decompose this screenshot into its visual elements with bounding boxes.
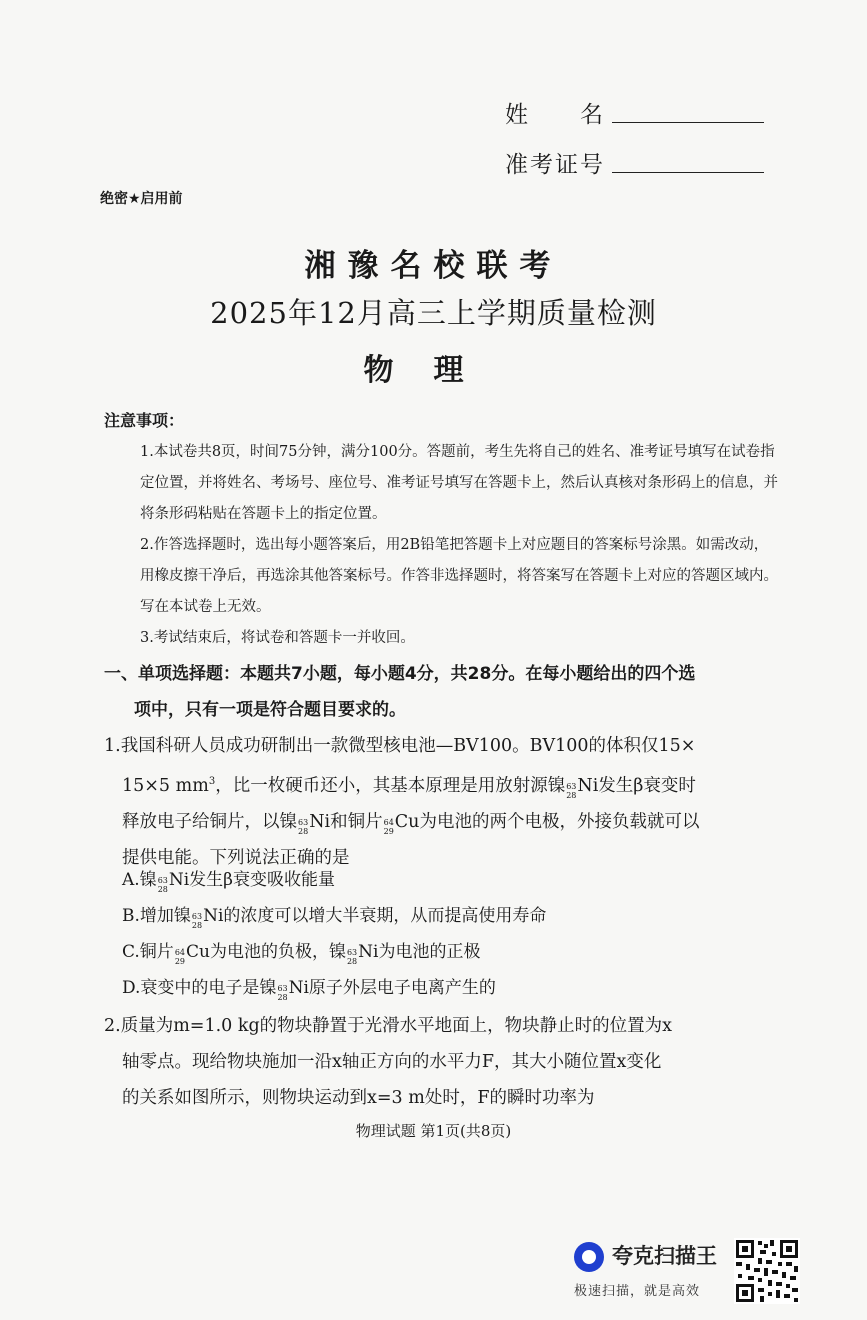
question-1 xyxy=(104,728,784,876)
q1-line2-text: ，比一枚硬币还小，其基本原理是用放射源镍 xyxy=(215,775,566,796)
ni-mass-number: 63 xyxy=(277,984,288,993)
exam-title: 湘豫名校联考 xyxy=(304,248,563,284)
q2-line2: 轴零点。现给物块施加一沿x轴正方向的水平力F，其大小随位置x变化 xyxy=(122,1052,662,1072)
page-footer: 物理试题 第1页(共8页) xyxy=(355,1122,512,1140)
name-underline xyxy=(612,122,764,123)
option-text: B.增加镍 xyxy=(122,906,191,926)
ni-mass-number: 63 xyxy=(191,912,203,921)
q1-line2 xyxy=(104,764,784,804)
ni-atomic-number: 28 xyxy=(191,921,203,930)
option-text: D.衰变中的电子是镍 xyxy=(122,978,277,998)
scanner-logo-icon xyxy=(574,1242,604,1272)
scanner-title: 夸克扫描王 xyxy=(612,1244,717,1268)
name-label: 姓 名 xyxy=(505,102,605,128)
cu-isotope-label xyxy=(384,818,394,836)
ni-isotope-label xyxy=(158,876,168,894)
notice-list xyxy=(140,437,780,654)
section-heading-line2: 项中，只有一项是符合题目要求的。 xyxy=(134,700,406,720)
ni-mass-number: 63 xyxy=(566,781,577,791)
ni-isotope-label xyxy=(298,818,308,836)
ni-mass-number: 63 xyxy=(346,948,358,957)
q1-line1: 1.我国科研人员成功研制出一款微型核电池—BV100。BV100的体积仅15× xyxy=(104,736,696,756)
name-field xyxy=(505,96,605,129)
ni-mass-number: 63 xyxy=(298,817,309,827)
q2-line1: 2.质量为m=1.0 kg的物块静置于光滑水平地面上，物块静止时的位置为x xyxy=(104,1016,673,1036)
option-text: A.镍 xyxy=(122,870,157,890)
option-text: Ni原子外层电子电离产生的 xyxy=(288,978,496,998)
qr-code-icon xyxy=(734,1238,800,1304)
q1-line3-text: 释放电子给铜片，以镍 xyxy=(122,811,297,832)
ni-isotope-label xyxy=(347,948,357,966)
q1-line2-end: Ni发生β衰变时 xyxy=(577,775,696,796)
ni-atomic-number: 28 xyxy=(298,826,309,836)
scanner-slogan: 极速扫描，就是高效 xyxy=(574,1284,701,1299)
section-heading xyxy=(104,656,784,728)
option-text: Ni的浓度可以增大半衰期，从而提高使用寿命 xyxy=(203,906,547,926)
id-label: 准考证号 xyxy=(505,152,605,178)
exam-subtitle: 2025年12月高三上学期质量检测 xyxy=(210,296,657,330)
cu-isotope-label xyxy=(175,948,185,966)
id-field xyxy=(505,146,605,179)
ni-mass-number: 63 xyxy=(157,876,168,885)
cu-atomic-number: 29 xyxy=(383,826,394,836)
cu-atomic-number: 29 xyxy=(174,957,185,966)
notice-heading: 注意事项： xyxy=(104,411,185,430)
id-underline xyxy=(612,172,764,173)
ni-atomic-number: 28 xyxy=(566,790,577,800)
q1-volume-exponent: 3 xyxy=(208,776,216,787)
ni-atomic-number: 28 xyxy=(157,885,168,894)
q1-option-c xyxy=(122,934,480,970)
option-text: Ni为电池的正极 xyxy=(358,942,481,962)
q1-option-b xyxy=(122,898,546,934)
notice-item: 1.本试卷共8页，时间75分钟，满分100分。答题前，考生先将自己的姓名、准考证号填写在试卷指定位置，并将姓名、考场号、座位号、准考证号填写在答题卡上，然后认真核对条形码上的信息，并将条形码粘贴在答题卡上的指定位置。 xyxy=(140,444,778,522)
subject-title: 物理 xyxy=(363,353,504,388)
option-text: Ni发生β衰变吸收能量 xyxy=(168,870,336,890)
q2-line3: 的关系如图所示，则物块运动到x=3 m处时，F的瞬时功率为 xyxy=(122,1088,595,1108)
q1-volume: 15×5 mm xyxy=(122,775,209,796)
ni-atomic-number: 28 xyxy=(346,957,358,966)
cu-mass-number: 64 xyxy=(174,948,185,957)
notice-item: 3.考试结束后，将试卷和答题卡一并收回。 xyxy=(140,630,415,646)
ni-isotope-label xyxy=(566,782,576,800)
q1-line3-mid: Ni和铜片 xyxy=(309,811,383,832)
q1-line3 xyxy=(104,804,784,840)
ni-atomic-number: 28 xyxy=(277,993,288,1002)
question-2 xyxy=(104,1008,784,1116)
option-text: C.铜片 xyxy=(122,942,174,962)
section-heading-line1: 一、单项选择题：本题共7小题，每小题4分，共28分。在每小题给出的四个选 xyxy=(104,664,696,684)
option-text: Cu为电池的负极，镍 xyxy=(186,942,346,962)
ni-isotope-label xyxy=(277,984,287,1002)
q1-option-d xyxy=(122,970,496,1006)
q1-option-a xyxy=(122,862,335,898)
q1-line4: 提供电能。下列说法正确的是 xyxy=(122,847,350,868)
secret-mark: 绝密★启用前 xyxy=(100,191,183,207)
cu-mass-number: 64 xyxy=(383,817,394,827)
q1-line3-end: Cu为电池的两个电极，外接负载就可以 xyxy=(394,811,700,832)
ni-isotope-label xyxy=(192,912,202,930)
notice-item: 2.作答选择题时，选出每小题答案后，用2B铅笔把答题卡上对应题目的答案标号涂黑。如需改动，用橡皮擦干净后，再选涂其他答案标号。作答非选择题时，将答案写在答题卡上对应的答题区域内。写在本试卷上无效。 xyxy=(140,537,778,615)
